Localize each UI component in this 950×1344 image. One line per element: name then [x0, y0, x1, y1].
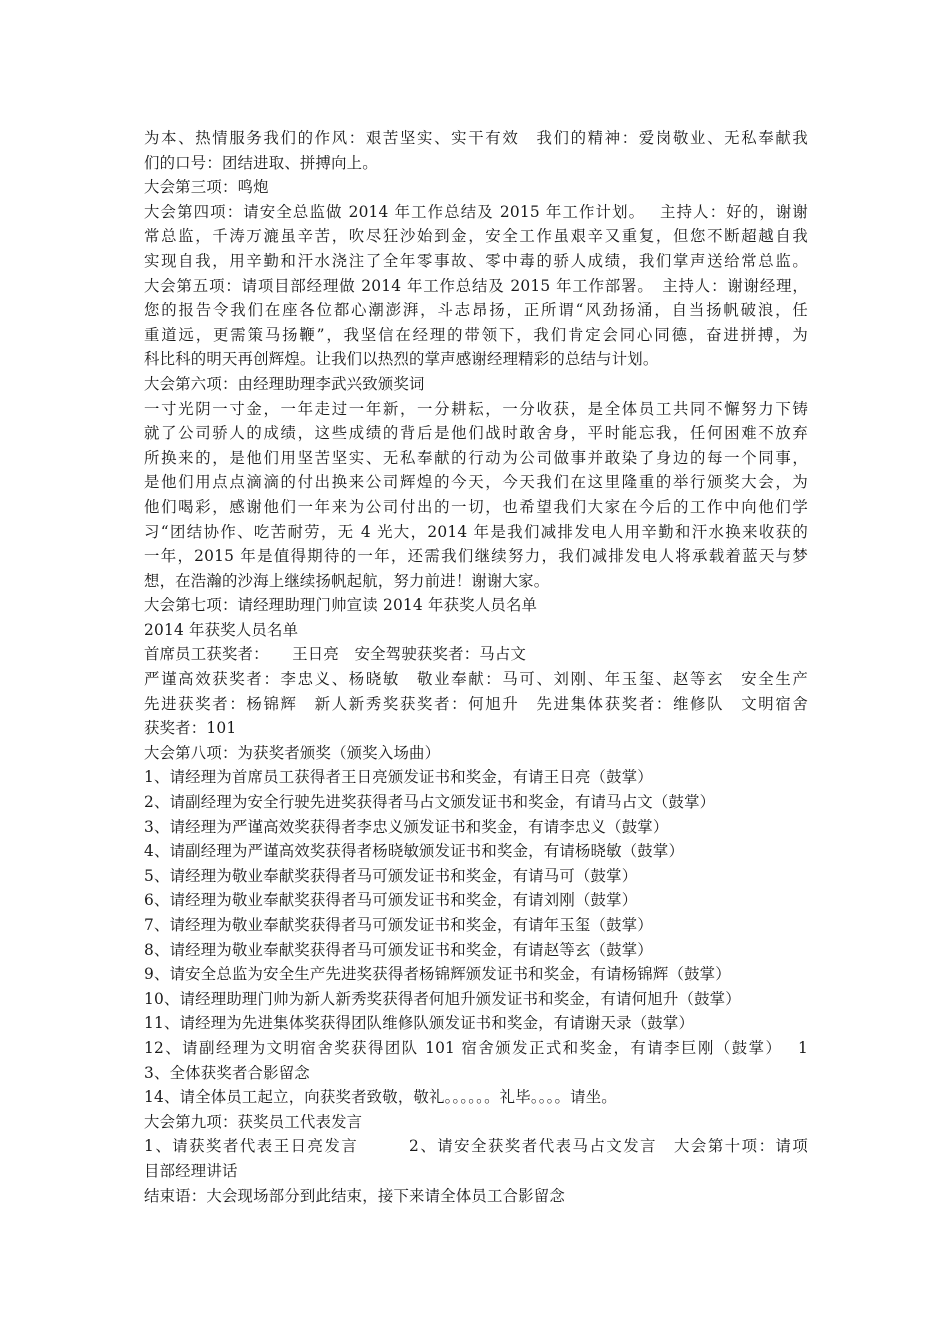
text-line: 3、请经理为严谨高效奖获得者李忠义颁发证书和奖金，有请李忠义（鼓掌） [144, 817, 669, 836]
text-line: 大会第七项：请经理助理门帅宣读 2014 年获奖人员名单 [144, 596, 538, 615]
text-line: 您的报告令我们在座各位都心潮澎湃，斗志昂扬，正所谓“风劲扬涌，自当扬帆破浪，任 [144, 301, 808, 320]
text-line: 6、请经理为敬业奉献奖获得者马可颁发证书和奖金，有请刘刚（鼓掌） [144, 891, 638, 910]
text-line: 8、请经理为敬业奉献奖获得者马可颁发证书和奖金，有请赵等玄（鼓掌） [144, 940, 653, 959]
text-line: 为本、热情服务我们的作风：艰苦坚实、实干有效 我们的精神：爱岗敬业、无私奉献我 [144, 129, 808, 147]
text-line: 获奖者：101 [144, 719, 237, 738]
text-line: 就了公司骄人的成绩，这些成绩的背后是他们战时敢舍身，平时能忘我，任何困难不放弃 [144, 424, 808, 443]
text-line: 1、请经理为首席员工获得者王日亮颁发证书和奖金，有请王日亮（鼓掌） [144, 768, 653, 787]
text-line: 2014 年获奖人员名单 [144, 620, 299, 639]
text-line: 常总监，千涛万漉虽辛苦，吹尽狂沙始到金，安全工作虽艰辛又重复，但您不断超越自我 [144, 227, 808, 246]
text-line: 大会第五项：请项目部经理做 2014 年工作总结及 2015 年工作部署。 主持人：谢谢经理， [144, 276, 808, 295]
text-line: 大会第三项：鸣炮 [144, 178, 269, 197]
text-line: 想，在浩瀚的沙海上继续扬帆起航，努力前进！谢谢大家。 [144, 571, 550, 590]
text-line: 5、请经理为敬业奉献奖获得者马可颁发证书和奖金，有请马可（鼓掌） [144, 866, 638, 885]
text-line: 14、请全体员工起立，向获奖者致敬，敬礼。。。。。。礼毕。。。。请坐。 [144, 1088, 617, 1107]
text-line: 先进获奖者：杨锦辉 新人新秀奖获奖者：何旭升 先进集体获奖者：维修队 文明宿舍 [144, 694, 808, 713]
text-line: 目部经理讲话 [144, 1161, 238, 1180]
text-line: 大会第六项：由经理助理李武兴致颁奖词 [144, 374, 425, 393]
text-line: 4、请副经理为严谨高效奖获得者杨晓敏颁发证书和奖金，有请杨晓敏（鼓掌） [144, 842, 685, 861]
text-line: 11、请经理为先进集体奖获得团队维修队颁发证书和奖金，有请谢天录（鼓掌） [144, 1014, 695, 1033]
text-line: 12、请副经理为文明宿舍奖获得团队 101 宿舍颁发正式和奖金，有请李巨刚（鼓掌） 1 [144, 1038, 808, 1057]
text-line: 结束语：大会现场部分到此结束，接下来请全体员工合影留念 [144, 1186, 565, 1205]
text-line: 习“团结协作、吃苦耐劳，无 4 光大，2014 年是我们减排发电人用辛勤和汗水换来收获的 [144, 522, 808, 541]
text-line: 9、请安全总监为安全生产先进奖获得者杨锦辉颁发证书和奖金，有请杨锦辉（鼓掌） [144, 965, 731, 984]
text-line: 一年，2015 年是值得期待的一年，还需我们继续努力，我们减排发电人将承载着蓝天与梦 [144, 547, 808, 566]
document-body [144, 126, 808, 1208]
text-line: 严谨高效获奖者：李忠义、杨晓敏 敬业奉献：马可、刘刚、年玉玺、赵等玄 安全生产 [144, 670, 808, 689]
text-line: 实现自我，用辛勤和汗水浇注了全年零事故、零中毒的骄人成绩，我们掌声送给常总监。 [144, 251, 808, 270]
text-line: 大会第四项：请安全总监做 2014 年工作总结及 2015 年工作计划。 主持人：好的，谢谢 [144, 202, 808, 221]
text-line: 首席员工获奖者： 王日亮 安全驾驶获奖者：马占文 [144, 645, 527, 664]
text-line: 重道远，更需策马扬鞭”，我坚信在经理的带领下，我们肯定会同心同德，奋进拼搏，为 [144, 325, 808, 344]
text-line: 是他们用点点滴滴的付出换来公司辉煌的今天，今天我们在这里隆重的举行颁奖大会，为 [144, 473, 808, 492]
text-line: 1、请获奖者代表王日亮发言 2、请安全获奖者代表马占文发言 大会第十项：请项 [144, 1137, 808, 1156]
text-line: 科比科的明天再创辉煌。让我们以热烈的掌声感谢经理精彩的总结与计划。 [144, 350, 659, 369]
text-line: 7、请经理为敬业奉献奖获得者马可颁发证书和奖金，有请年玉玺（鼓掌） [144, 916, 653, 934]
text-line: 们的口号：团结进取、拼搏向上。 [144, 153, 378, 172]
text-line: 大会第九项：获奖员工代表发言 [144, 1112, 363, 1131]
text-line: 所换来的，是他们用坚苦坚实、无私奉献的行动为公司做事并敢染了身边的每一个同事， [144, 448, 808, 467]
text-line: 大会第八项：为获奖者颁奖（颁奖入场曲） [144, 743, 441, 762]
text-line: 他们喝彩，感谢他们一年来为公司付出的一切，也希望我们大家在今后的工作中向他们学 [144, 497, 808, 516]
text-line: 一寸光阴一寸金，一年走过一年新，一分耕耘，一分收获，是全体员工共同不懈努力下铸 [144, 399, 808, 418]
text-line: 2、请副经理为安全行驶先进奖获得者马占文颁发证书和奖金，有请马占文（鼓掌） [144, 793, 716, 812]
text-line: 3、全体获奖者合影留念 [144, 1063, 310, 1082]
text-line: 10、请经理助理门帅为新人新秀奖获得者何旭升颁发证书和奖金，有请何旭升（鼓掌） [144, 989, 741, 1008]
